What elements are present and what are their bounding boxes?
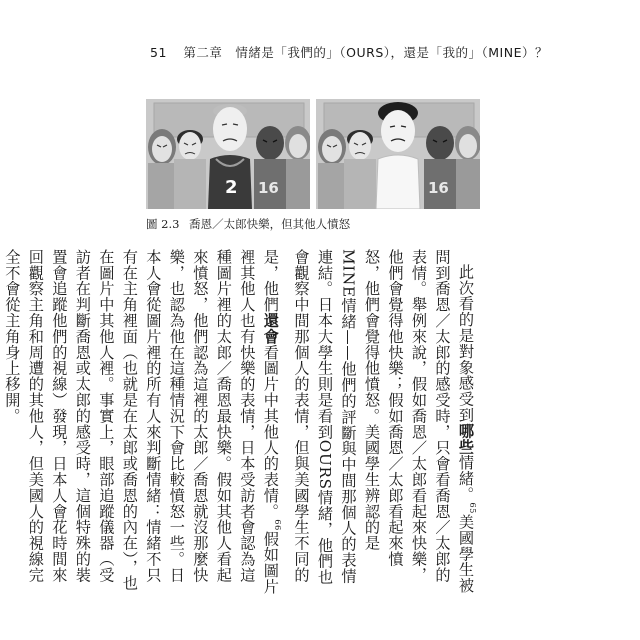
figure-2-3 (146, 99, 482, 209)
running-head (150, 43, 548, 61)
body-text (3, 249, 484, 597)
page-number: 51 (150, 45, 167, 60)
chapter-title: 第二章 情緒是「我們的」（OURS），還是「我的」（MINE）？ (183, 45, 548, 60)
figure-panel-right (316, 99, 480, 209)
jersey-number-16-left: 16 (258, 179, 279, 197)
body-text-part: 此次看的是對象感受到 (456, 264, 475, 424)
figure-label: 圖 2.3 (146, 217, 180, 231)
body-paragraph (0, 249, 484, 597)
body-text-part: 美國學生被問到喬恩／太郎的感受時，只會看喬恩／太郎的表情。舉例來說，假如喬恩／太郎看起來快樂，他們會覺得他快樂；假如喬恩／太郎看起來憤怒，他們會覺得他憤怒。美國學生辨認的是MINE情緒——他們的評斷與中間那個人的表情連結。日本大學生則是看到OURS情緒，他們也會觀察中間那個人的表情，但與美國學生不同的是，他們 (261, 249, 475, 594)
crowd-illustration-left (146, 99, 310, 209)
body-text-part: 假如圖片裡其他人也有快樂的表情，日本受訪者會認為這種圖片裡的太郎／喬恩最快樂。假如其他人看起來憤怒，他們認為這裡的太郎／喬恩就沒那麼快樂，也認為他在這種情況下會比較憤怒一些。日本人會從圖片裡的所有人來判斷情緒：情緒不只有在主角裡面（也就是在太郎或喬恩的內在），也在圖片中其他人裡。事實上，眼部追蹤儀器（受訪者在判斷喬恩或太郎的感受時，這個特殊的裝置會追蹤他們的視線）發現，日本人會花時間來回觀察主角和周遭的其他人，但美國人的視線完全不會從主角身上移開。 (3, 249, 280, 595)
emphasis-which: 哪些 (456, 423, 475, 455)
figure-caption (146, 216, 350, 232)
footnote-ref-65: 65 (468, 502, 477, 515)
footnote-ref-66: 66 (272, 519, 282, 531)
emphasis-also: 還會 (261, 312, 280, 345)
body-text-part: 看圖片中其他人的表情。 (261, 344, 280, 520)
jersey-number-16-right: 16 (428, 179, 449, 197)
jersey-number-2: 2 (225, 177, 238, 198)
body-text-part: 情緒。 (456, 455, 475, 503)
figure-panel-left (146, 99, 310, 209)
figure-caption-text: 喬恩／太郎快樂，但其他人憤怒 (189, 217, 351, 231)
crowd-illustration-right (316, 99, 480, 209)
